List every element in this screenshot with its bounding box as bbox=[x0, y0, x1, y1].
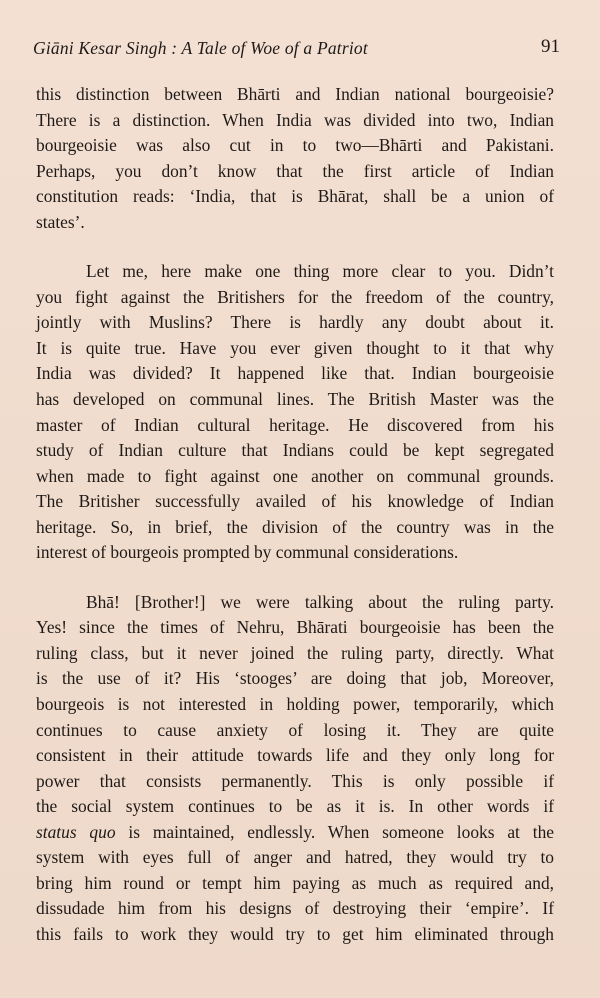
text-line: bourgeois is not interested in holding power, temporarily, which bbox=[36, 694, 554, 715]
text-line: is the use of it? His ‘stooges’ are doing that job, Moreover, bbox=[36, 668, 554, 689]
text-line: Bhā! [Brother!] we were talking about the ruling party. bbox=[86, 591, 554, 612]
text-line: master of Indian cultural heritage. He discovered from his bbox=[36, 414, 554, 435]
body-text bbox=[36, 82, 554, 948]
text-line: ruling class, but it never joined the ruling party, directly. What bbox=[36, 642, 554, 663]
text-line: constitution reads: ‘India, that is Bhārat, shall be a union of bbox=[36, 186, 554, 207]
text-line: It is quite true. Have you ever given thought to it that why bbox=[36, 337, 554, 358]
text-line: Let me, here make one thing more clear to you. Didn’t bbox=[86, 261, 554, 282]
text-line: India was divided? It happened like that. Indian bourgeoisie bbox=[36, 363, 554, 384]
text-line: the social system continues to be as it is. In other words if bbox=[36, 796, 554, 817]
text-line: There is a distinction. When India was divided into two, Indian bbox=[36, 109, 554, 130]
text-line: interest of bourgeois prompted by communal considerations. bbox=[36, 542, 459, 563]
text-line: bourgeoisie was also cut in to two—Bhārti and Pakistani. bbox=[36, 135, 554, 156]
text-line: consistent in their attitude towards life and they only long for bbox=[36, 745, 554, 766]
text-line: heritage. So, in brief, the division of the country was in the bbox=[36, 516, 554, 537]
text-line-with-italic bbox=[36, 820, 554, 846]
paragraph-3 bbox=[36, 590, 554, 948]
text-line: power that consists permanently. This is only possible if bbox=[36, 770, 554, 791]
text-line: Perhaps, you don’t know that the first article of Indian bbox=[36, 160, 554, 181]
text-line: study of Indian culture that Indians could be kept segregated bbox=[36, 440, 554, 461]
text-line: bring him round or tempt him paying as much as required and, bbox=[36, 872, 554, 893]
text-line: dissudade him from his designs of destroying their ‘empire’. If bbox=[36, 898, 554, 919]
text-line: The Britisher successfully availed of his knowledge of Indian bbox=[36, 491, 554, 512]
text-line: this distinction between Bhārti and Indian national bourgeoisie? bbox=[36, 84, 554, 104]
text-line: Yes! since the times of Nehru, Bhārati bourgeoisie has been the bbox=[36, 617, 554, 638]
running-title: Giāni Kesar Singh : A Tale of Woe of a Patriot bbox=[33, 38, 368, 58]
text-line: when made to fight against one another on communal grounds. bbox=[36, 465, 554, 486]
text-line-rest: is maintained, endlessly. When someone looks at the bbox=[128, 821, 554, 842]
text-line: system with eyes full of anger and hatred, they would try to bbox=[36, 847, 554, 868]
text-line: jointly with Muslins? There is hardly any doubt about it. bbox=[36, 312, 554, 333]
text-line: this fails to work they would try to get him eliminated through bbox=[36, 923, 554, 944]
text-line: has developed on communal lines. The British Master was the bbox=[36, 389, 554, 410]
text-line: continues to cause anxiety of losing it. They are quite bbox=[36, 719, 554, 740]
running-head bbox=[33, 36, 560, 64]
text-line: you fight against the Britishers for the freedom of the country, bbox=[36, 286, 554, 307]
page-number: 91 bbox=[541, 36, 560, 57]
italic-phrase: status quo bbox=[36, 821, 116, 842]
paragraph-2 bbox=[36, 259, 554, 566]
paragraph-1 bbox=[36, 82, 554, 235]
text-line: states’. bbox=[36, 211, 85, 232]
